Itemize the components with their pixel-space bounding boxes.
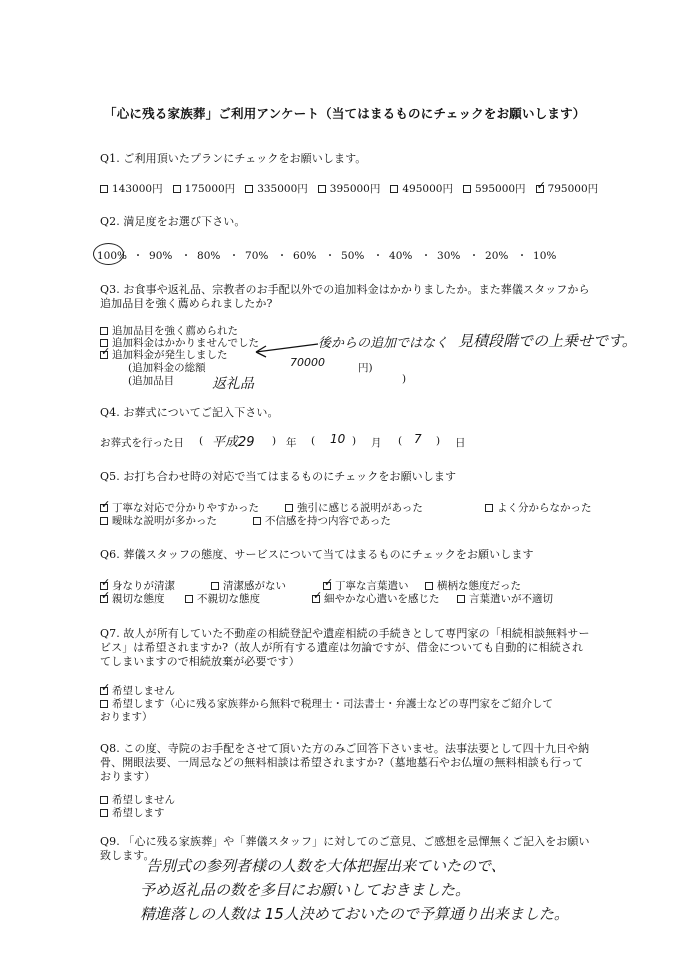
q7-option-2[interactable]: 希望します（心に残る家族葬から無料で税理士・司法書士・弁護士などの専門家をご紹介して: [100, 696, 553, 711]
q8-option-2[interactable]: 希望します: [100, 805, 165, 820]
q3-total-label: (追加料金の総額: [128, 362, 206, 374]
q5-option-1[interactable]: ✓丁寧な対応で分かりやすかった: [100, 500, 259, 515]
q5-option-5[interactable]: 不信感を持つ内容であった: [253, 513, 391, 528]
q1-option-label: 495000円: [402, 183, 453, 195]
q3-handwritten-items: 返礼品: [212, 376, 254, 392]
q4-day-unit: 日: [455, 437, 466, 449]
checkbox[interactable]: [100, 327, 108, 335]
q8-question-line3: おります）: [100, 770, 156, 783]
q2-separator: ・: [228, 250, 240, 262]
q6-option-1[interactable]: ✓身なりが清潔: [100, 578, 175, 593]
q2-scale-item[interactable]: 60%: [293, 250, 317, 262]
q7-option-1[interactable]: ✓希望しません: [100, 683, 175, 698]
checkbox[interactable]: [211, 582, 219, 590]
q1-option-label: 335000円: [257, 183, 308, 195]
q4-paren: ): [436, 435, 441, 447]
q4-day: 7: [414, 432, 422, 446]
q2-separator: ・: [180, 250, 192, 262]
q4-question: Q4. お葬式についてご記入下さい。: [100, 406, 279, 419]
checkbox[interactable]: [173, 185, 181, 193]
q8-question-line2: 骨、開眼法要、一周忌などの無料相談は希望されますか?（墓地墓石やお仏壇の無料相談も行って: [100, 756, 584, 769]
q3-question-line1: Q3. お食事や返礼品、宗教者のお手配以外での追加料金はかかりましたか。また葬儀スタッフから: [100, 283, 590, 296]
checkbox[interactable]: [185, 595, 193, 603]
q1-option[interactable]: [463, 181, 526, 196]
checkbox[interactable]: [100, 796, 108, 804]
checkbox[interactable]: [457, 595, 465, 603]
q3-total-unit: 円): [358, 362, 373, 374]
q2-separator: ・: [468, 250, 480, 262]
q2-separator: ・: [420, 250, 432, 262]
q1-option[interactable]: [536, 181, 599, 196]
checkbox[interactable]: [100, 595, 108, 603]
checkbox[interactable]: [390, 185, 398, 193]
page-title: 「心に残る家族葬」ご利用アンケート（当てはまるものにチェックをお願いします）: [104, 106, 586, 121]
q5-question: Q5. お打ち合わせ時の対応で当てはまるものにチェックをお願いします: [100, 470, 457, 483]
checkbox[interactable]: [100, 504, 108, 512]
q1-option-label: 395000円: [329, 183, 381, 195]
q4-date-label: お葬式を行った日: [100, 437, 184, 449]
q7-question-line2: ビス」は希望されますか?（故人が所有する遺産は勿論ですが、借金についても自動的に相続され: [100, 641, 584, 654]
checkbox[interactable]: [245, 185, 253, 193]
q2-separator: ・: [516, 250, 528, 262]
q6-option-2[interactable]: 清潔感がない: [211, 578, 286, 593]
q6-option-7[interactable]: ✓ 細やかな心遣いを感じた: [312, 591, 440, 606]
q4-paren: ): [272, 435, 277, 447]
checkbox[interactable]: [100, 809, 108, 817]
q3-option-2[interactable]: 追加料金はかかりませんでした: [100, 335, 259, 350]
checkbox[interactable]: [318, 185, 326, 193]
q2-scale-item[interactable]: 90%: [149, 250, 173, 262]
checkbox[interactable]: [100, 351, 108, 359]
q1-option[interactable]: [173, 181, 236, 196]
q3-handwritten-note: 後からの追加ではなく: [318, 336, 449, 351]
checkbox[interactable]: [253, 517, 261, 525]
q1-options: [100, 181, 608, 196]
q5-option-2[interactable]: 強引に感じる説明があった: [285, 500, 423, 515]
q3-handwritten-total: 70000: [290, 356, 325, 369]
checkbox[interactable]: [323, 582, 331, 590]
q5-option-3[interactable]: よく分からなかった: [485, 500, 592, 515]
checkbox[interactable]: [100, 185, 108, 193]
q2-scale-item[interactable]: 70%: [245, 250, 269, 262]
q3-question-line2: 追加品目を強く薦められましたか?: [100, 297, 273, 310]
q7-question-line1: Q7. 故人が所有していた不動産の相続登記や遺産相続の手続きとして専門家の「相続相談無料サー: [100, 627, 590, 640]
q9-handwritten-line2: 予め返礼品の数を多目にお願いしておきました。: [140, 881, 471, 899]
checkbox[interactable]: [536, 185, 544, 193]
checkbox[interactable]: [100, 700, 108, 708]
q1-option-label: 795000円: [547, 183, 599, 195]
checkbox[interactable]: [463, 185, 471, 193]
q4-era: 平成29: [212, 435, 255, 450]
q2-scale-item[interactable]: 40%: [389, 250, 413, 262]
q2-scale-item[interactable]: 50%: [341, 250, 365, 262]
q8-question-line1: Q8. この度、寺院のお手配をさせて頂いた方のみご回答下さいませ。法事法要として四十九日や納: [100, 742, 590, 755]
q2-separator: ・: [132, 250, 144, 262]
q2-scale-item[interactable]: 100%: [97, 250, 128, 262]
q2-scale: [97, 248, 559, 263]
q7-option-2-cont: おります）: [100, 711, 153, 723]
q1-option-label: 143000円: [112, 183, 163, 195]
q2-scale-item[interactable]: 80%: [197, 250, 221, 262]
q6-question: Q6. 葬儀スタッフの態度、サービスについて当てはまるものにチェックをお願いします: [100, 548, 534, 561]
checkbox[interactable]: [285, 504, 293, 512]
q6-option-8[interactable]: 言葉遣いが不適切: [457, 591, 553, 606]
q2-question: Q2. 満足度をお選び下さい。: [100, 215, 246, 228]
q4-paren: (: [398, 435, 403, 447]
q6-option-3[interactable]: ✓ 丁寧な言葉遣い: [323, 578, 409, 593]
q4-paren: (: [311, 435, 316, 447]
q1-option[interactable]: [100, 181, 163, 196]
q4-year-unit: 年: [286, 437, 297, 449]
q9-handwritten-line1: 告別式の参列者様の人数を大体把握出来ていたので、: [146, 857, 506, 875]
q1-option[interactable]: [390, 181, 453, 196]
checkbox[interactable]: [485, 504, 493, 512]
checkbox[interactable]: [425, 582, 433, 590]
q5-option-4[interactable]: 曖昧な説明が多かった: [100, 513, 217, 528]
q1-option[interactable]: [245, 181, 308, 196]
q2-scale-item[interactable]: 10%: [533, 250, 557, 262]
q4-paren: (: [199, 435, 204, 447]
q2-separator: ・: [324, 250, 336, 262]
q9-question-line2: 致します。: [100, 849, 155, 862]
checkbox[interactable]: [312, 595, 320, 603]
q2-scale-item[interactable]: 30%: [437, 250, 461, 262]
q7-question-line3: てしまいますので相続放棄が必要です）: [100, 655, 300, 668]
q1-option-label: 175000円: [184, 183, 236, 195]
q3-handwritten-note-2: 見積段階での上乗せです。: [458, 332, 637, 350]
q2-separator: ・: [372, 250, 384, 262]
q6-option-6[interactable]: 不親切な態度: [185, 591, 260, 606]
q3-item-label: (追加品目: [128, 375, 175, 387]
q3-item-close: ): [402, 373, 407, 385]
q3-option-1[interactable]: 追加品目を強く薦められた: [100, 323, 238, 338]
q4-month: 10: [330, 432, 346, 446]
checkbox[interactable]: [100, 517, 108, 525]
checkbox[interactable]: [100, 687, 108, 695]
q6-option-5[interactable]: ✓親切な態度: [100, 591, 165, 606]
q9-handwritten-line3: 精進落しの人数は 15人決めておいたので予算通り出来ました。: [140, 905, 569, 923]
q9-question-line1: Q9. 「心に残る家族葬」や「葬儀スタッフ」に対してのご意見、ご感想を忌憚無くご記入をお願い: [100, 835, 590, 848]
q4-month-unit: 月: [371, 437, 382, 449]
q8-option-1[interactable]: 希望しません: [100, 792, 175, 807]
q2-separator: ・: [276, 250, 288, 262]
q1-question: Q1. ご利用頂いたプランにチェックをお願いします。: [100, 152, 367, 165]
q3-option-3[interactable]: ✓追加料金が発生しました: [100, 347, 228, 362]
q2-scale-item[interactable]: 20%: [485, 250, 509, 262]
q4-paren: ): [352, 435, 357, 447]
q6-option-4[interactable]: 横柄な態度だった: [425, 578, 521, 593]
q1-option-label: 595000円: [474, 183, 526, 195]
q1-option[interactable]: [318, 181, 381, 196]
